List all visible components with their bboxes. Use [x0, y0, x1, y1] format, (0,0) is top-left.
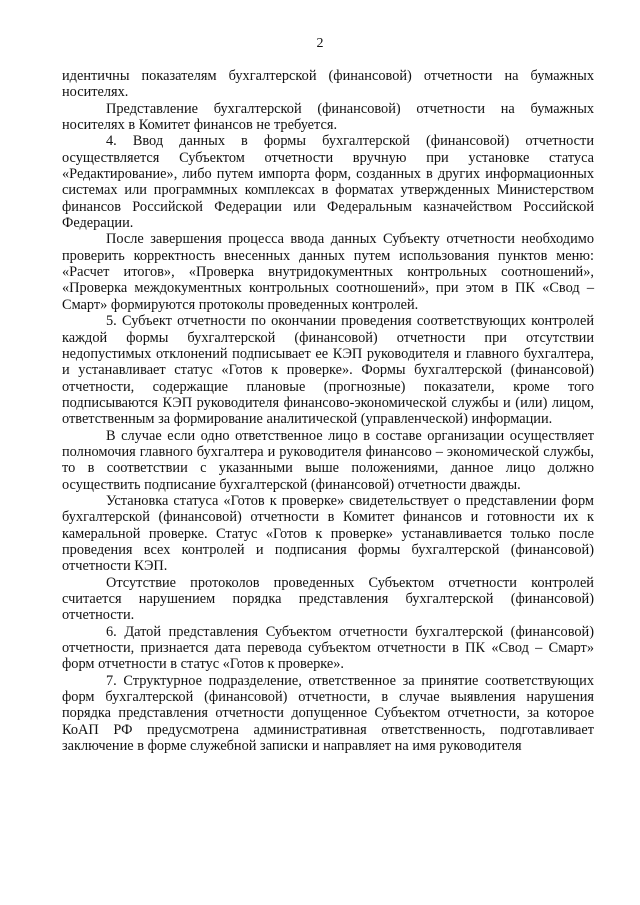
- paragraph-item-5-signing: 5. Субъект отчетности по окончании проведения соответствующих контролей каждой формы бухгалтерской (финансовой) отчетности при отсутствии недопустимых отклонений подписывает ее КЭП руководителя и главного бухгалтера, и устанавливает статус «Готов к проверке». Формы бухгалтерской (финансовой) отчетности, содержащие плановые (прогнозные) показатели, кроме того подписываются КЭП руководителя финансово-экономической службы и (или) лицом, ответственным за формирование аналитической (управленческой) информации.: [62, 313, 594, 428]
- paragraph-item-7-violations: 7. Структурное подразделение, ответственное за принятие соответствующих форм бухгалтерской (финансовой) отчетности, в случае выявления нарушения порядка представления отчетности допущенное Субъектом отчетности, за которое КоАП РФ предусмотрена административная ответственность, подготавливает заключение в форме служебной записки и направляет на имя руководителя: [62, 672, 594, 755]
- paragraph-single-responsible-person: В случае если одно ответственное лицо в составе организации осуществляет полномочия главного бухгалтера и руководителя финансово – экономической службы, то в соответствии с указанными выше положениями, данное лицо должно осуществить подписание бухгалтерской (финансовой) отчетности дважды.: [62, 427, 594, 493]
- paragraph-item-6-submission-date: 6. Датой представления Субъектом отчетности бухгалтерской (финансовой) отчетности, признается дата перевода субъектом отчетности в ПК «Свод – Смарт» форм отчетности в статус «Готов к проверке».: [62, 623, 594, 673]
- paragraph-missing-protocols: Отсутствие протоколов проведенных Субъектом отчетности контролей считается нарушением порядка представления бухгалтерской (финансовой) отчетности.: [62, 574, 594, 624]
- document-body: [62, 68, 594, 754]
- paragraph-ready-status: Установка статуса «Готов к проверке» свидетельствует о представлении форм бухгалтерской (финансовой) отчетности в Комитет финансов и готовности их к камеральной проверке. Статус «Готов к проверке» устанавливается только после проведения всех контролей и подписания формы бухгалтерской (финансовой) отчетности КЭП.: [62, 492, 594, 575]
- paragraph-data-verification: После завершения процесса ввода данных Субъекту отчетности необходимо проверить корректность внесенных данных путем использования пунктов меню: «Расчет итогов», «Проверка внутридокументных контрольных соотношений», «Проверка междокументных контрольных соотношений», при этом в ПК «Свод – Смарт» формируются протоколы проведенных контролей.: [62, 231, 594, 313]
- paragraph-continuation: идентичны показателям бухгалтерской (финансовой) отчетности на бумажных носителях.: [62, 68, 594, 101]
- paragraph-item-4-data-entry: 4. Ввод данных в формы бухгалтерской (финансовой) отчетности осуществляется Субъектом отчетности вручную при установке статуса «Редактирование», либо путем импорта форм, созданных в других информационных системах или программных комплексах в форматах утвержденных Министерством финансов Российской Федерации или Федеральным казначейством Российской Федерации.: [62, 133, 594, 232]
- page-number: 2: [316, 36, 324, 51]
- paragraph-paper-submission: Представление бухгалтерской (финансовой) отчетности на бумажных носителях в Комитет финансов не требуется.: [62, 100, 594, 134]
